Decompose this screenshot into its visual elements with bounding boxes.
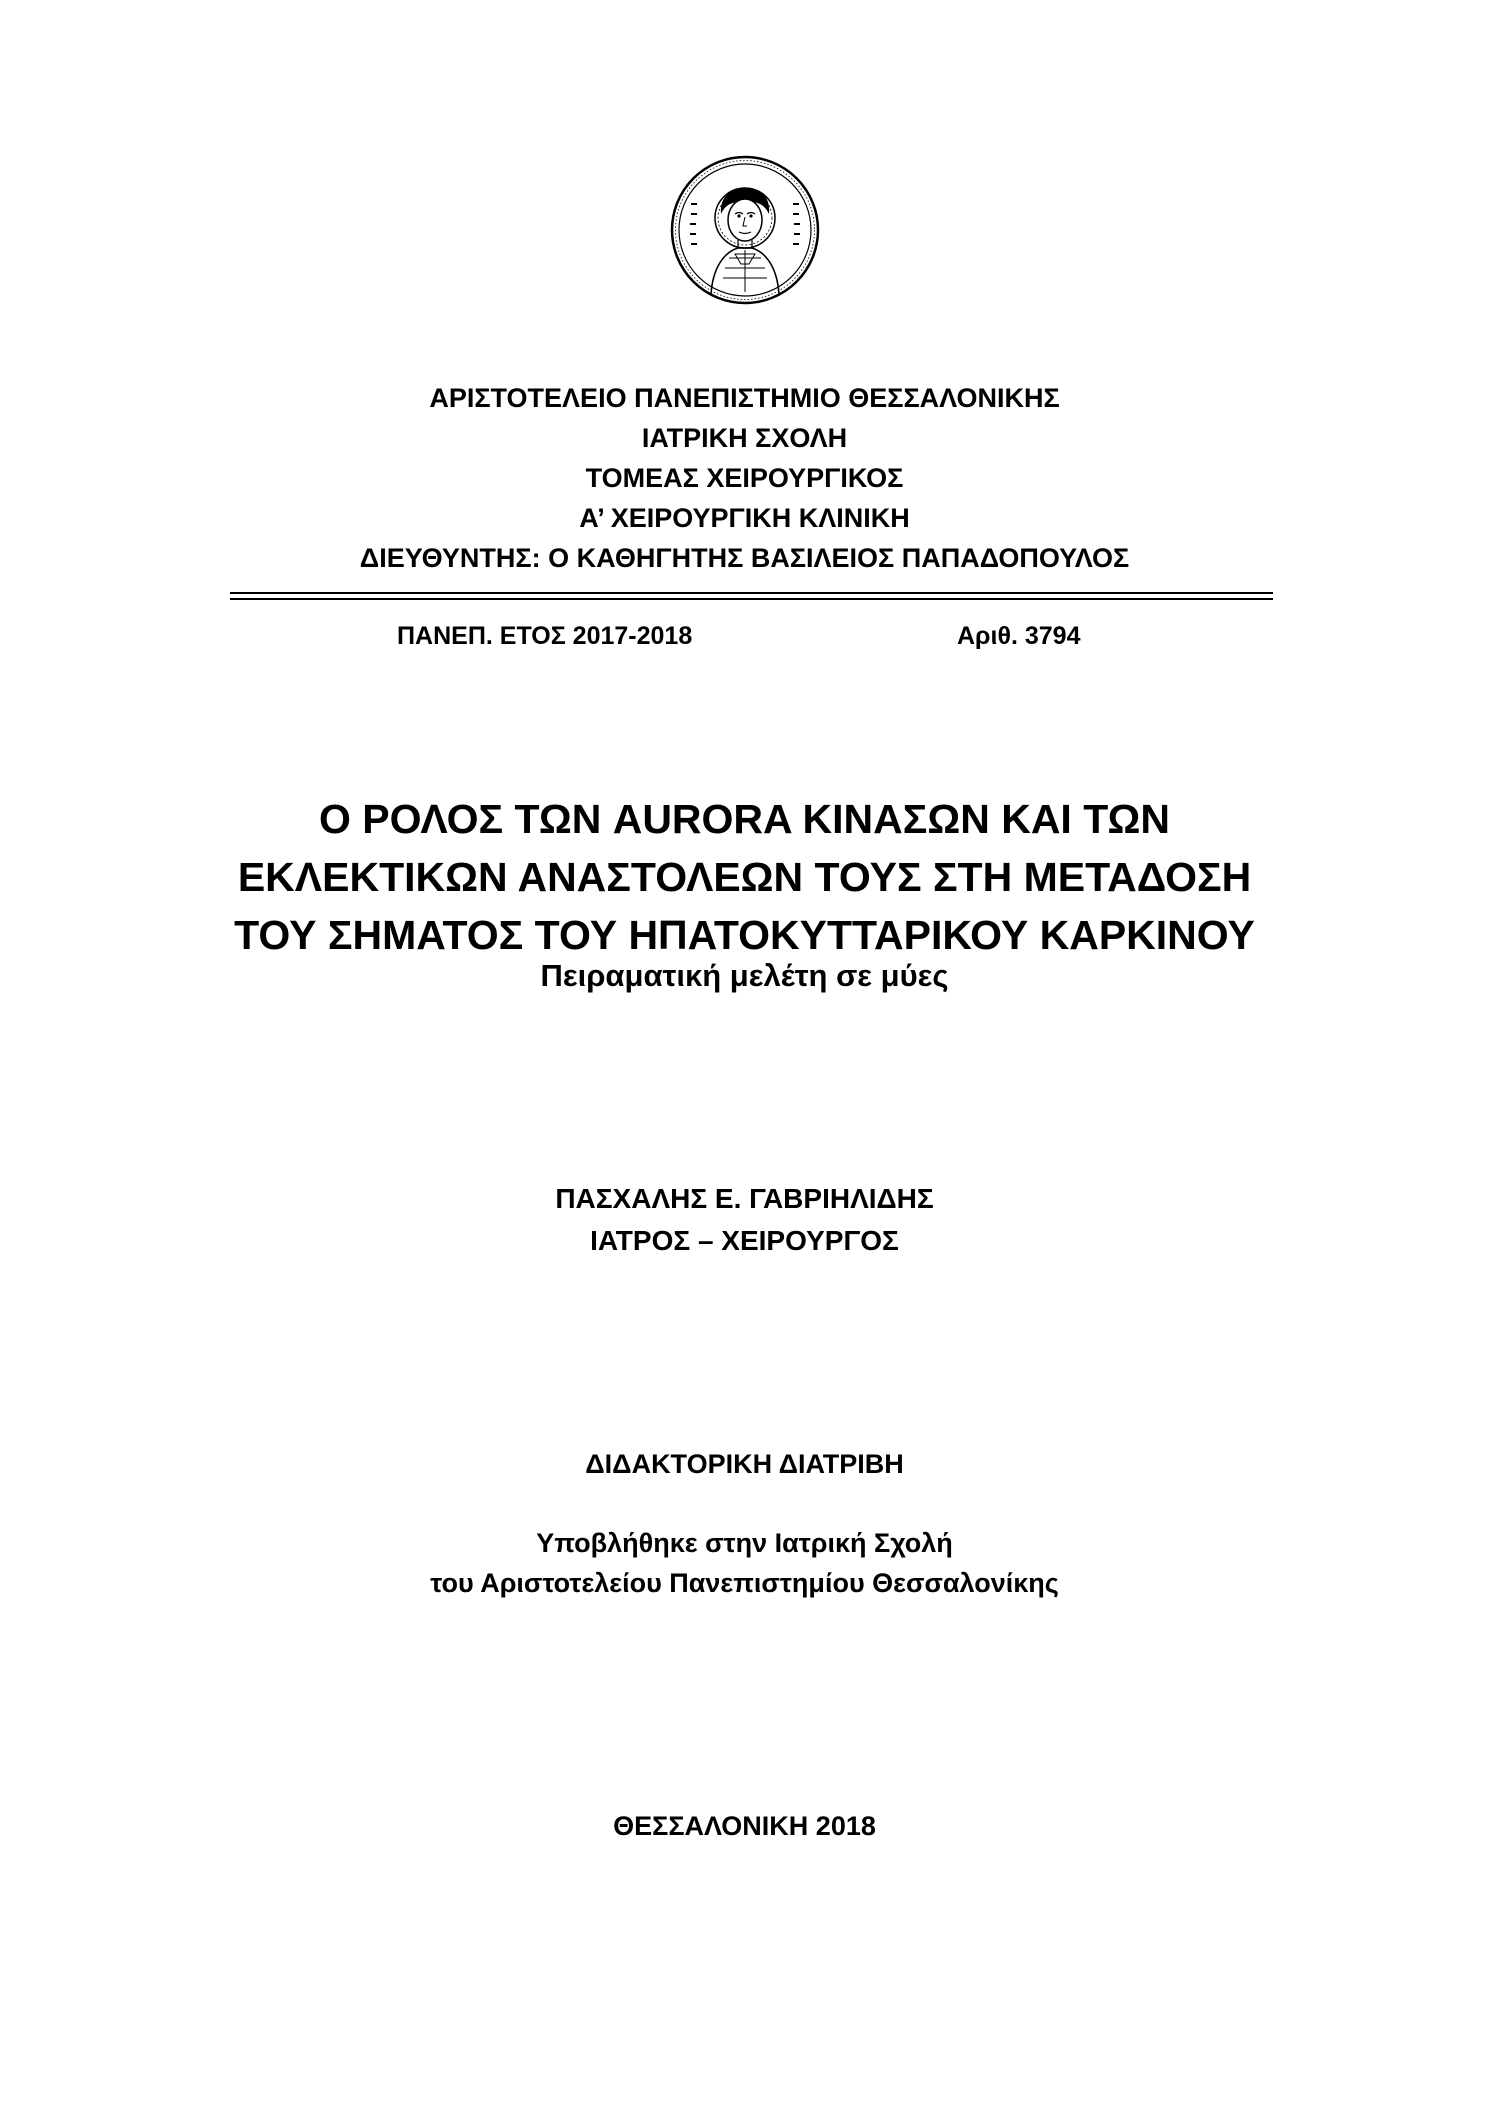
department-name: ΤΟΜΕΑΣ ΧΕΙΡΟΥΡΓΙΚΟΣ — [585, 463, 904, 493]
thesis-title — [0, 790, 1489, 964]
double-divider — [230, 592, 1273, 600]
author-block — [0, 1178, 1489, 1262]
author-profession: ΙΑΤΡΟΣ – ΧΕΙΡΟΥΡΓΟΣ — [590, 1225, 899, 1256]
university-seal-icon — [669, 154, 821, 306]
title-line-2: ΕΚΛΕΚΤΙΚΩΝ ΑΝΑΣΤΟΛΕΩΝ ΤΟΥΣ ΣΤΗ ΜΕΤΑΔΟΣΗ — [237, 854, 1252, 900]
thesis-subtitle: Πειραματική μελέτη σε μύες — [540, 958, 949, 993]
submission-statement — [0, 1523, 1489, 1603]
author-name: ΠΑΣΧΑΛΗΣ Ε. ΓΑΒΡΙΗΛΙΔΗΣ — [555, 1183, 934, 1214]
submission-line-1: Υποβλήθηκε στην Ιατρική Σχολή — [536, 1528, 953, 1558]
title-line-3: ΤΟΥ ΣΗΜΑΤΟΣ ΤΟΥ ΗΠΑΤΟΚΥΤΤΑΡΙΚΟΥ ΚΑΡΚΙΝΟΥ — [234, 912, 1255, 958]
institution-header — [0, 378, 1489, 578]
school-name: ΙΑΤΡΙΚΗ ΣΧΟΛΗ — [641, 423, 848, 453]
academic-year: ΠΑΝΕΠ. ΕΤΟΣ 2017-2018 — [397, 622, 693, 650]
place-date: ΘΕΣΣΑΛΟΝΙΚΗ 2018 — [613, 1811, 876, 1841]
thesis-number: Αριθ. 3794 — [957, 622, 1081, 650]
document-type: ΔΙΔΑΚΤΟΡΙΚΗ ΔΙΑΤΡΙΒΗ — [585, 1449, 904, 1479]
title-line-1: Ο ΡΟΛΟΣ ΤΩΝ AURORA ΚΙΝΑΣΩΝ ΚΑΙ ΤΩΝ — [318, 796, 1170, 842]
director-line: ΔΙΕΥΘΥΝΤΗΣ: Ο ΚΑΘΗΓΗΤΗΣ ΒΑΣΙΛΕΙΟΣ ΠΑΠΑΔΟΠΟΥΛΟΣ — [359, 543, 1130, 573]
submission-line-2: του Αριστοτελείου Πανεπιστημίου Θεσσαλονίκης — [430, 1568, 1059, 1598]
university-name: ΑΡΙΣΤΟΤΕΛΕΙΟ ΠΑΝΕΠΙΣΤΗΜΙΟ ΘΕΣΣΑΛΟΝΙΚΗΣ — [429, 383, 1060, 413]
clinic-name: Α’ ΧΕΙΡΟΥΡΓΙΚΗ ΚΛΙΝΙΚΗ — [579, 503, 910, 533]
